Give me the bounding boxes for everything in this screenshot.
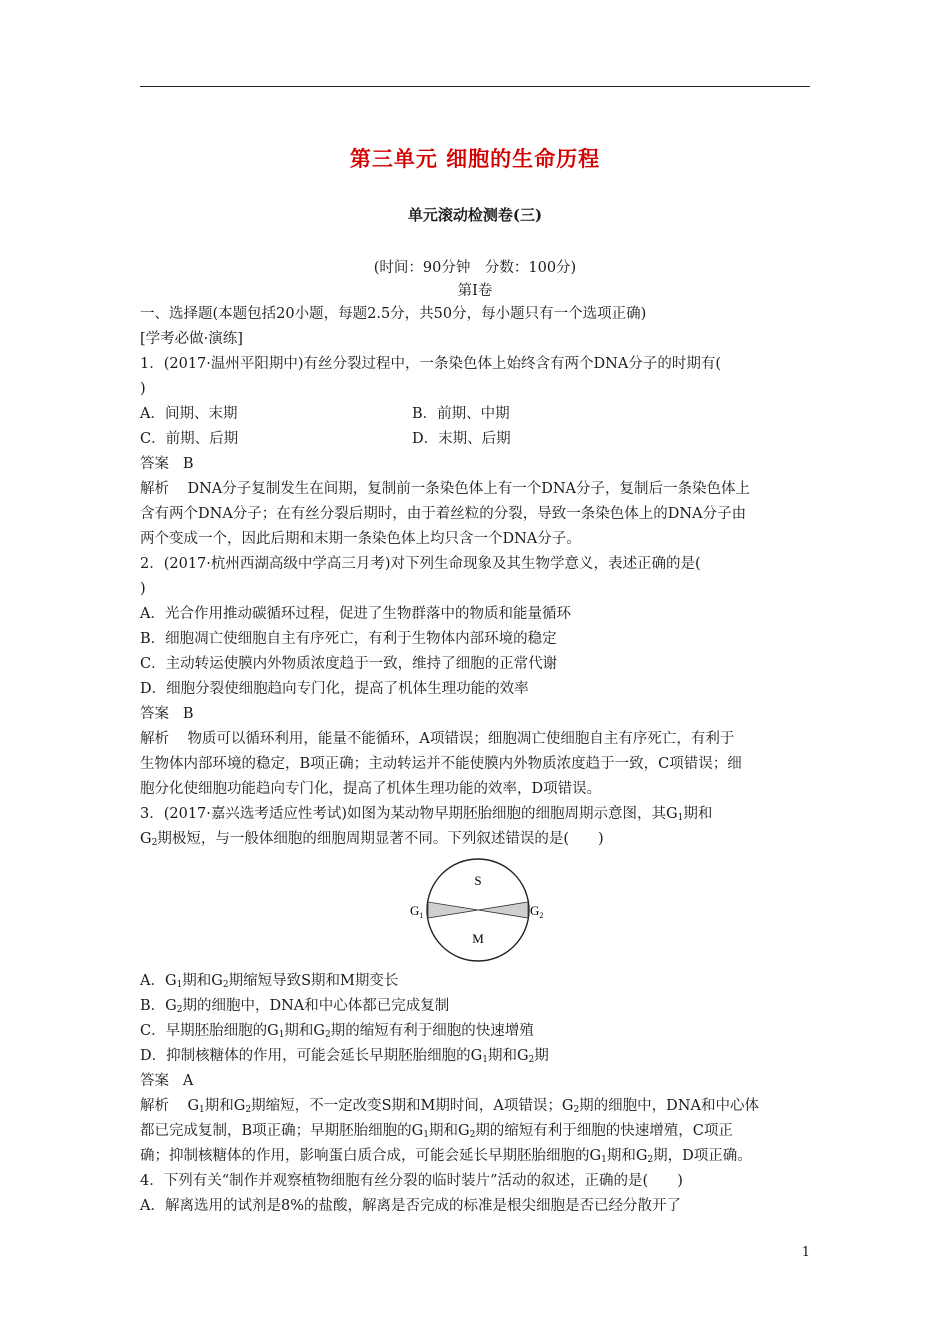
subscript: 1 <box>278 1030 285 1040</box>
q1-stem: 1．(2017·温州平阳期中)有丝分裂过程中，一条染色体上始终含有两个DNA分子的时期有( <box>140 356 721 372</box>
q3-d-part: 期 <box>534 1048 549 1064</box>
q3-a-part: 期缩短导致S期和M期变长 <box>228 973 399 989</box>
q3-exp-part: 期的缩短有利于细胞的快速增殖，C项正 <box>475 1123 733 1139</box>
q3-exp-part: 都已完成复制，B项正确；早期胚胎细胞的G <box>140 1123 424 1139</box>
q1-option-a: A．间期、末期 <box>140 406 238 422</box>
subscript: 1 <box>601 1155 607 1165</box>
g1-label <box>410 903 423 920</box>
q3-explanation-1 <box>140 1094 812 1119</box>
page-number: 1 <box>801 1245 810 1260</box>
q3-c-part: 期和G <box>284 1023 326 1039</box>
q3-stem-part: 3．(2017·嘉兴选考适应性考试)如图为某动物早期胚胎细胞的细胞周期示意图，其G <box>140 806 678 822</box>
question-content <box>140 302 812 1219</box>
cell-cycle-figure <box>140 855 812 967</box>
subscript: 2 <box>245 1105 252 1115</box>
q3-stem-part: 期和 <box>683 806 713 822</box>
q2-option-b: B．细胞凋亡使细胞自主有序死亡，有利于生物体内部环境的稳定 <box>140 631 557 647</box>
header-rule <box>140 86 810 87</box>
q3-exp-part: 确；抑制核糖体的作用，影响蛋白质合成，可能会延长早期胚胎细胞的G <box>140 1148 602 1164</box>
q3-option-d <box>140 1044 812 1069</box>
q3-stem-2 <box>140 827 812 852</box>
q2-stem-end: ) <box>140 581 146 597</box>
q2-option-c: C．主动转运使膜内外物质浓度趋于一致，维持了细胞的正常代谢 <box>140 656 558 672</box>
q1-option-c: C．前期、后期 <box>140 431 239 447</box>
q1-options-row2 <box>140 427 812 452</box>
subscript: 1 <box>199 1105 205 1115</box>
q3-d-part: 期和G <box>487 1048 529 1064</box>
q3-option-a <box>140 969 812 994</box>
m-phase-label: M <box>472 931 484 946</box>
q3-a-part: A．G <box>140 973 177 989</box>
q3-stem-part: 期极短，与一般体细胞的细胞周期显著不同。下列叙述错误的是( ) <box>157 831 604 847</box>
q3-a-part: 期和G <box>182 973 223 989</box>
time-info: (时间：90分钟 分数：100分) <box>373 260 577 276</box>
q3-b-part: B．G <box>140 998 177 1014</box>
q3-c-part: 期的缩短有利于细胞的快速增殖 <box>330 1023 534 1039</box>
q1-explanation-1 <box>140 477 812 502</box>
q1-exp-text-1: DNA分子复制发生在间期，复制前一条染色体上有一个DNA分子，复制后一条染色体上 <box>187 481 751 497</box>
q1-exp-label: 解析 <box>140 481 169 497</box>
q4-option-a: A．解离选用的试剂是8%的盐酸，解离是否完成的标准是根尖细胞是否已经分散开了 <box>140 1198 681 1214</box>
g2-subscript: 2 <box>539 911 544 920</box>
subscript: 2 <box>151 838 158 848</box>
q2-option-a: A．光合作用推动碳循环过程，促进了生物群落中的物质和能量循环 <box>140 606 571 622</box>
q3-exp-part: 期和G <box>204 1098 246 1114</box>
q3-d-part: D．抑制核糖体的作用，可能会延长早期胚胎细胞的G <box>140 1048 483 1064</box>
q3-c-part: C．早期胚胎细胞的G <box>140 1023 279 1039</box>
g2-label <box>530 903 543 920</box>
q3-stem <box>140 802 812 827</box>
q3-answer <box>140 1069 812 1094</box>
page-subtitle: 单元滚动检测卷(三) <box>407 206 543 224</box>
q2-explanation-3: 胞分化使细胞功能趋向专门化，提高了机体生理功能的效率，D项错误。 <box>140 781 602 797</box>
q1-options-row1 <box>140 402 812 427</box>
q3-exp-part: G <box>187 1098 200 1114</box>
q2-explanation-1 <box>140 727 812 752</box>
subscript: 1 <box>423 1130 429 1140</box>
q2-answer-value: B <box>182 706 194 722</box>
q3-exp-part: 期，D项正确。 <box>653 1148 752 1164</box>
q3-exp-label: 解析 <box>140 1098 169 1114</box>
s-phase-label: S <box>474 873 482 888</box>
q1-answer <box>140 452 812 477</box>
section-tag: [学考必做·演练] <box>140 331 243 347</box>
q1-answer-value: B <box>182 456 194 472</box>
q2-stem: 2．(2017·杭州西湖高级中学高三月考)对下列生命现象及其生物学意义，表述正确的是( <box>140 556 701 572</box>
page-title: 第三单元 细胞的生命历程 <box>349 146 601 171</box>
q3-explanation-3 <box>140 1144 812 1169</box>
q4-stem: 4．下列有关“制作并观察植物细胞有丝分裂的临时装片”活动的叙述，正确的是( ) <box>140 1173 683 1189</box>
cell-cycle-diagram <box>408 855 548 965</box>
subscript: 2 <box>325 1030 331 1040</box>
g-phase-wedges <box>428 902 528 918</box>
g1-letter: G <box>410 903 420 918</box>
q3-b-part: 期的细胞中，DNA和中心体都已完成复制 <box>182 998 450 1014</box>
subscript: 2 <box>573 1105 580 1115</box>
subscript: 2 <box>528 1055 535 1065</box>
q3-option-c <box>140 1019 812 1044</box>
q3-exp-part: 期缩短，不一定改变S期和M期时间，A项错误；G <box>251 1098 574 1114</box>
q3-exp-part: 期和G <box>606 1148 648 1164</box>
q1-stem-end: ) <box>140 381 146 397</box>
q1-answer-label: 答案 <box>140 456 169 472</box>
q2-exp-label: 解析 <box>140 731 169 747</box>
subscript: 1 <box>677 813 684 823</box>
q2-answer <box>140 702 812 727</box>
g1-subscript: 1 <box>419 911 424 920</box>
subscript: 2 <box>176 1005 183 1015</box>
q2-exp-text-1: 物质可以循环利用，能量不能循环，A项错误；细胞凋亡使细胞自主有序死亡，有利于 <box>187 731 735 747</box>
q3-answer-label: 答案 <box>140 1073 169 1089</box>
subscript: 2 <box>647 1155 654 1165</box>
q2-answer-label: 答案 <box>140 706 169 722</box>
q3-exp-part: 期的细胞中，DNA和中心体 <box>579 1098 759 1114</box>
q1-option-b: B．前期、中期 <box>412 406 510 422</box>
q1-explanation-2: 含有两个DNA分子；在有丝分裂后期时，由于着丝粒的分裂，导致一条染色体上的DNA分子由 <box>140 506 747 522</box>
q2-option-d: D．细胞分裂使细胞趋向专门化，提高了机体生理功能的效率 <box>140 681 529 697</box>
q2-explanation-2: 生物体内部环境的稳定，B项正确；主动转运并不能使膜内外物质浓度趋于一致，C项错误；细 <box>140 756 742 772</box>
q3-option-b <box>140 994 812 1019</box>
g2-letter: G <box>530 903 540 918</box>
q3-exp-part: 期和G <box>428 1123 470 1139</box>
q3-explanation-2 <box>140 1119 812 1144</box>
q1-explanation-3: 两个变成一个，因此后期和末期一条染色体上均只含一个DNA分子。 <box>140 531 581 547</box>
q3-answer-value: A <box>182 1073 194 1089</box>
q1-option-d: D．末期、后期 <box>412 431 511 447</box>
subscript: 1 <box>482 1055 488 1065</box>
subscript: 2 <box>222 980 229 990</box>
section-heading: 一、选择题(本题包括20小题，每题2.5分，共50分，每小题只有一个选项正确) <box>140 306 647 322</box>
volume-label: 第Ⅰ卷 <box>457 283 493 299</box>
subscript: 1 <box>176 980 183 990</box>
q3-stem-part: G <box>140 831 152 847</box>
subscript: 2 <box>469 1130 476 1140</box>
